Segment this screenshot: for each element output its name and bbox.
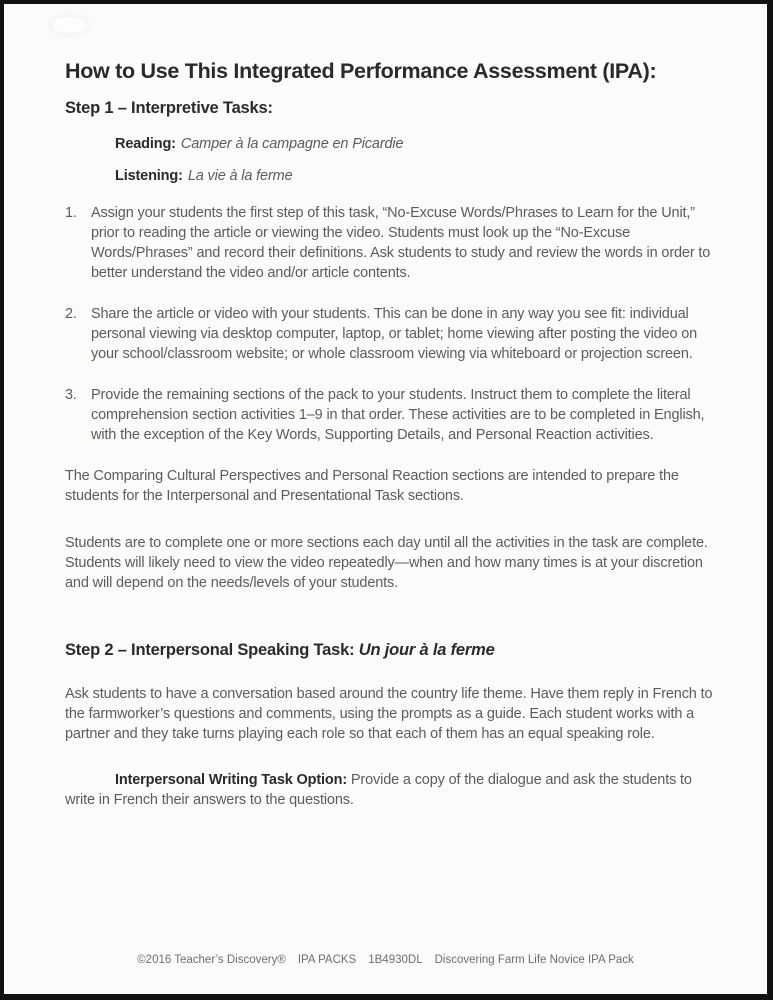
paragraph-writing-option <box>65 770 715 810</box>
footer-series: IPA PACKS <box>297 954 357 966</box>
page-title: How to Use This Integrated Performance Assessment (IPA): <box>65 59 657 83</box>
list-item <box>65 203 715 283</box>
step2-heading-title: Un jour à la ferme <box>358 641 495 659</box>
scan-artifact <box>52 17 86 33</box>
paragraph-perspectives: The Comparing Cultural Perspectives and Personal Reaction sections are intended to prepare the students for the Interpersonal and Presentational Task sections. <box>65 468 679 504</box>
listening-line <box>115 166 715 186</box>
page-content <box>65 58 715 831</box>
page-footer <box>4 954 767 966</box>
list-item-number: 1. <box>65 205 77 221</box>
step2-heading <box>65 640 715 661</box>
paragraph-pacing: Students are to complete one or more sections each day until all the activities in the task are complete. Students will likely need to view the video repeatedly—when and how many times is at your discretion and will depend on the needs/levels of your students. <box>65 535 708 591</box>
reading-line <box>115 134 715 154</box>
list-item-text: Assign your students the first step of this task, “No-Excuse Words/Phrases to Learn for the Unit,” prior to reading the article or viewing the video. Students must look up the “No-Excuse Words/Phrases” and record their definitions. Ask students to study and review the words in order to better understand the video and/or article contents. <box>91 205 711 281</box>
footer-product: Discovering Farm Life Novice IPA Pack <box>434 954 634 966</box>
paragraph-speaking-task: Ask students to have a conversation based around the country life theme. Have them reply in French to the farmworker’s questions and comments, using the prompts as a guide. Each student works with a partner and they take turns playing each role so that each of them has an equal speaking role. <box>65 686 713 742</box>
list-item-text: Provide the remaining sections of the pack to your students. Instruct them to complete the literal comprehension section activities 1–9 in that order. These activities are to be completed in English, with the exception of the Key Words, Supporting Details, and Personal Reaction activities. <box>91 387 705 443</box>
step1-heading: Step 1 – Interpretive Tasks: <box>65 99 273 117</box>
step2-section <box>65 640 715 810</box>
listening-title: La vie à la ferme <box>187 168 293 184</box>
step2-heading-text: Step 2 – Interpersonal Speaking Task: <box>65 641 359 659</box>
list-item-text: Share the article or video with your students. This can be done in any way you see fit: individual personal viewing via desktop computer, laptop, or tablet; home viewing after posting the video on your school/classroom website; or whole classroom viewing via whiteboard or projection screen. <box>91 306 698 362</box>
listening-label: Listening: <box>115 168 183 184</box>
reading-label: Reading: <box>115 136 176 152</box>
writing-option-text: Provide a copy of the dialogue and ask the students to write in French their answers to the questions. <box>65 772 692 808</box>
instruction-list <box>65 203 715 445</box>
footer-copyright: ©2016 Teacher’s Discovery® <box>137 954 286 966</box>
list-item-number: 3. <box>65 387 77 403</box>
reading-title: Camper à la campagne en Picardie <box>180 136 404 152</box>
list-item <box>65 304 715 364</box>
footer-sku: 1B4930DL <box>368 954 423 966</box>
document-page <box>4 4 767 994</box>
writing-option-label: Interpersonal Writing Task Option: <box>115 772 348 788</box>
list-item <box>65 385 715 445</box>
list-item-number: 2. <box>65 306 77 322</box>
